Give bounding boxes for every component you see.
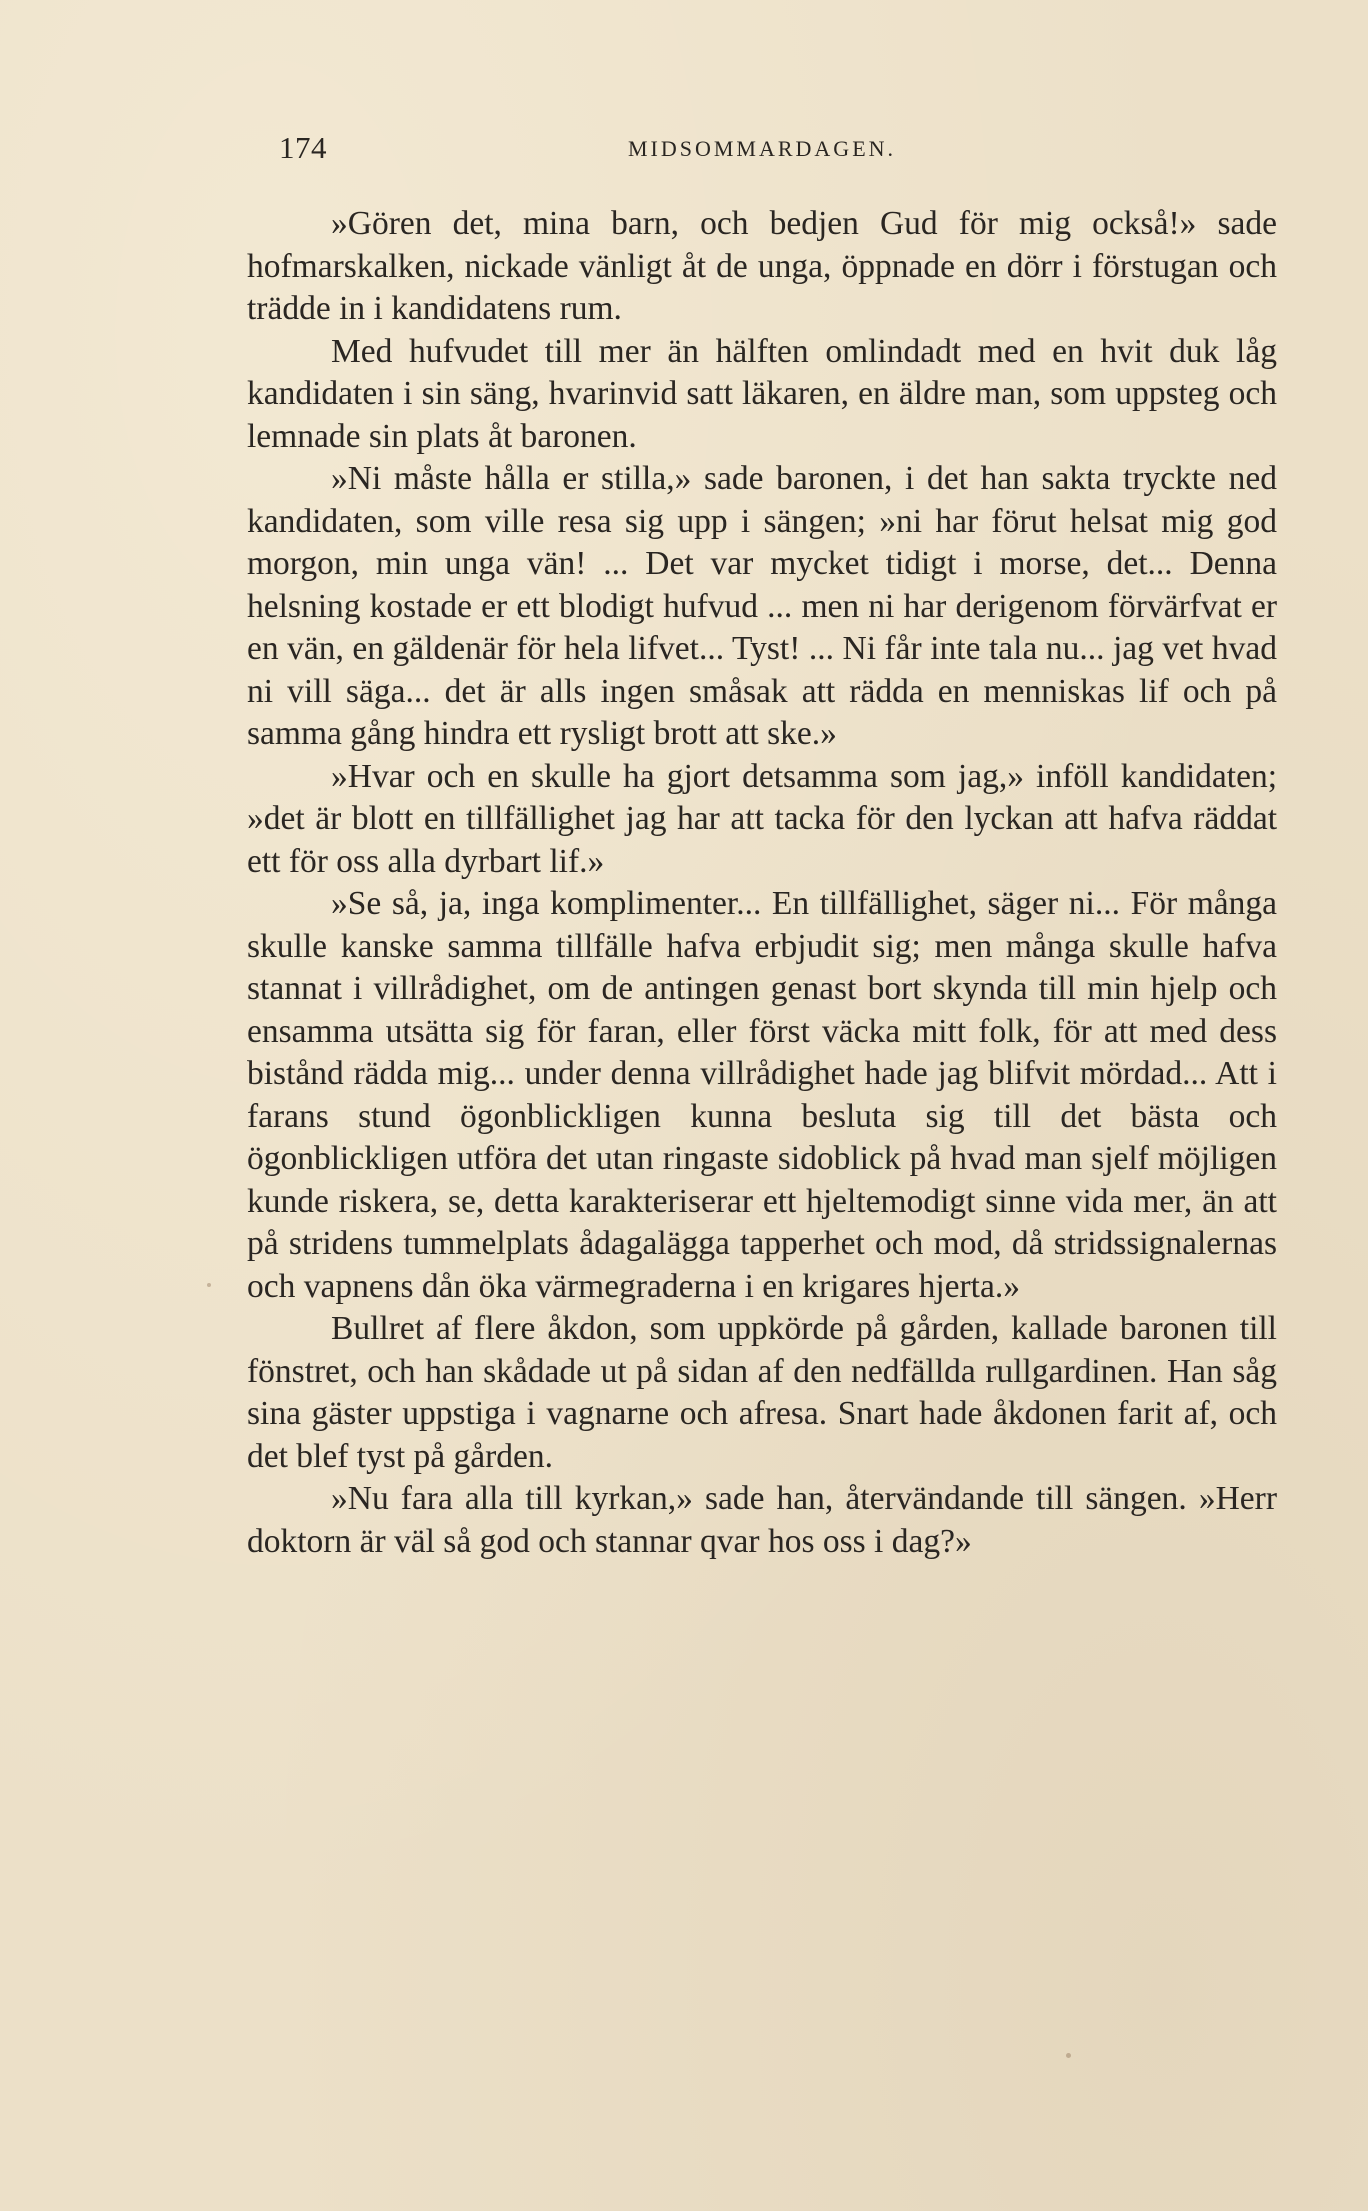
paragraph-4: »Hvar och en skulle ha gjort detsamma som jag,» inföll kandidaten; »det är blott en tillfällighet jag har att tacka för den lyckan att hafva räddat ett för oss alla dyrbart lif.» <box>247 757 1277 880</box>
paragraph-7: »Nu fara alla till kyrkan,» sade han, återvändande till sängen. »Herr doktorn är väl så god och stannar qvar hos oss i dag?» <box>247 1480 1277 1560</box>
paragraph-6: Bullret af flere åkdon, som uppkörde på gården, kallade baronen till fönstret, och han skådade ut på sidan af den nedfällda rullgardinen. Han såg sina gäster uppstiga i vagnarne och afresa. Snart hade åkdonen farit af, och det blef tyst på gården. <box>247 1310 1277 1475</box>
paragraph-3: »Ni måste hålla er stilla,» sade baronen, i det han sakta tryckte ned kandidaten, som ville resa sig upp i sängen; »ni har förut helsat mig god morgon, min unga vän! ... Det var mycket tidigt i morse, det... Denna helsning kostade er ett blodigt hufvud ... men ni har derigenom förvärfvat er en vän, en gäldenär för hela lifvet... Tyst! ... Ni får inte tala nu... jag vet hvad ni vill säga... det är alls ingen småsak att rädda en menniskas lif och på samma gång hindra ett rysligt brott att ske.» <box>247 460 1277 752</box>
page-number: 174 <box>279 130 327 165</box>
ink-speck <box>1066 2053 1071 2058</box>
paragraph-1: »Gören det, mina barn, och bedjen Gud för mig också!» sade hofmarskalken, nickade vänligt åt de unga, öppnade en dörr i förstugan och trädde in i kandidatens rum. <box>247 205 1277 327</box>
ink-speck <box>207 1283 211 1287</box>
paragraph-2: Med hufvudet till mer än hälften omlindadt med en hvit duk låg kandidaten i sin säng, hvarinvid satt läkaren, en äldre man, som uppsteg och lemnade sin plats åt baronen. <box>247 332 1277 455</box>
running-title: MIDSOMMARDAGEN. <box>627 136 897 161</box>
page-header <box>247 130 1277 174</box>
body-text <box>247 203 1277 1563</box>
paragraph-5: »Se så, ja, inga komplimenter... En tillfällighet, säger ni... För många skulle kanske samma tillfälle hafva erbjudit sig; men många skulle hafva stannat i villrådighet, om de antingen genast bort skynda till min hjelp och ensamma utsätta sig för faran, eller först väcka mitt folk, för att med dess bistånd rädda mig... under denna villrådighet hade jag blifvit mördad... Att i farans stund ögonblickligen kunna besluta sig till det bästa och ögonblickligen utföra det utan ringaste sidoblick på hvad man sjelf möjligen kunde riskera, se, detta karakteriserar ett hjeltemodigt sinne vida mer, än att på stridens tummelplats ådagalägga tapperhet och mod, då stridssignalernas och vapnens dån öka värmegraderna i en krigares hjerta.» <box>247 885 1277 1305</box>
